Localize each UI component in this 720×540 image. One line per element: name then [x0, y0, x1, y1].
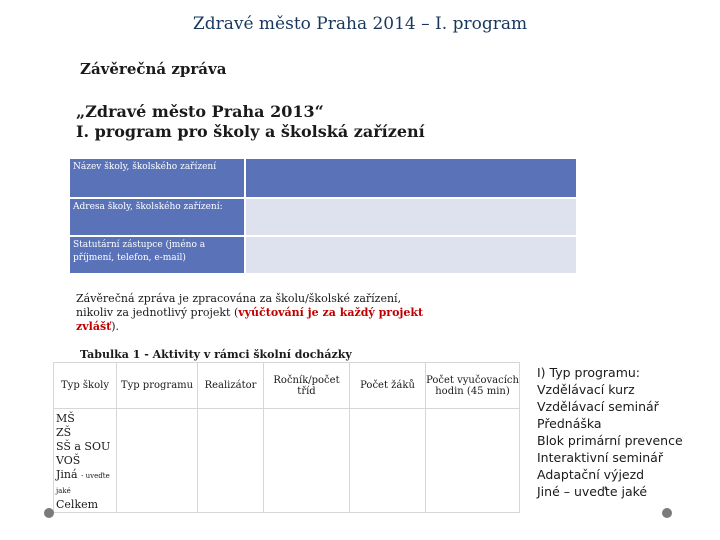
column-header: Ročník/počet tříd: [264, 363, 350, 409]
list-item: Přednáška: [537, 416, 602, 431]
school-type-other: [56, 468, 116, 498]
activity-table: [53, 362, 520, 513]
column-header: Počet vyučovacích hodin (45 min): [426, 363, 520, 409]
note-text: Závěrečná zpráva je zpracována za školu/školské zařízení, nikoliv za jednotlivý projekt (: [76, 292, 402, 319]
list-item: Vzdělávací seminář: [537, 399, 659, 414]
list-item: Adaptační výjezd: [537, 467, 645, 482]
column-header: Typ školy: [54, 363, 117, 409]
school-name-field[interactable]: [246, 159, 576, 197]
other-hint: - uveďte jaké: [56, 472, 110, 495]
school-type-ss: SŠ a SOU: [56, 440, 111, 453]
statutory-representative-field[interactable]: [246, 237, 576, 273]
other-label: Jiná: [56, 468, 78, 481]
note-emphasis: vyúčtování je za každý projekt zvlášť: [76, 306, 424, 333]
table-row: [54, 409, 520, 513]
column-header: Typ programu: [117, 363, 198, 409]
table-cell[interactable]: [350, 409, 426, 513]
school-type-zs: ZŠ: [56, 426, 72, 439]
total-label: Celkem: [56, 498, 99, 511]
school-address-label: Adresa školy, školského zařízení:: [70, 199, 244, 235]
table-caption: Tabulka 1 - Aktivity v rámci školní docházky: [80, 348, 352, 361]
school-type-vos: VOŠ: [56, 454, 81, 467]
column-header: Realizátor: [198, 363, 264, 409]
table-cell[interactable]: [117, 409, 198, 513]
school-type-ms: MŠ: [56, 412, 75, 425]
form-row-school-address: [70, 199, 576, 235]
bullet-right-icon: [662, 508, 672, 518]
note-end: ).: [111, 320, 120, 333]
list-item: Interaktivní seminář: [537, 450, 663, 465]
program-type-title: I) Typ programu:: [537, 365, 641, 380]
report-note: [76, 292, 426, 334]
list-item: Blok primární prevence: [537, 433, 683, 448]
report-subtitle: Závěrečná zpráva: [80, 60, 227, 78]
program-type-list: [537, 364, 683, 500]
school-name-label: Název školy, školského zařízení: [70, 159, 244, 197]
school-type-list: [54, 409, 117, 513]
document-title: [76, 102, 425, 142]
form-row-school-name: [70, 159, 576, 197]
bullet-left-icon: [44, 508, 54, 518]
table-cell[interactable]: [198, 409, 264, 513]
list-item: Vzdělávací kurz: [537, 382, 635, 397]
table-cell[interactable]: [426, 409, 520, 513]
document-title-line-2: I. program pro školy a školská zařízení: [76, 122, 425, 141]
document-title-line-1: „Zdravé město Praha 2013“: [76, 102, 324, 121]
column-header: Počet žáků: [350, 363, 426, 409]
activity-table-header: [54, 363, 520, 409]
table-cell[interactable]: [264, 409, 350, 513]
school-info-form: [68, 157, 578, 275]
slide-title: Zdravé město Praha 2014 – I. program: [192, 14, 528, 34]
school-address-field[interactable]: [246, 199, 576, 235]
statutory-representative-label: Statutární zástupce (jméno a příjmení, telefon, e-mail): [70, 237, 244, 273]
form-row-statutory: [70, 237, 576, 273]
list-item: Jiné – uveďte jaké: [537, 484, 648, 499]
